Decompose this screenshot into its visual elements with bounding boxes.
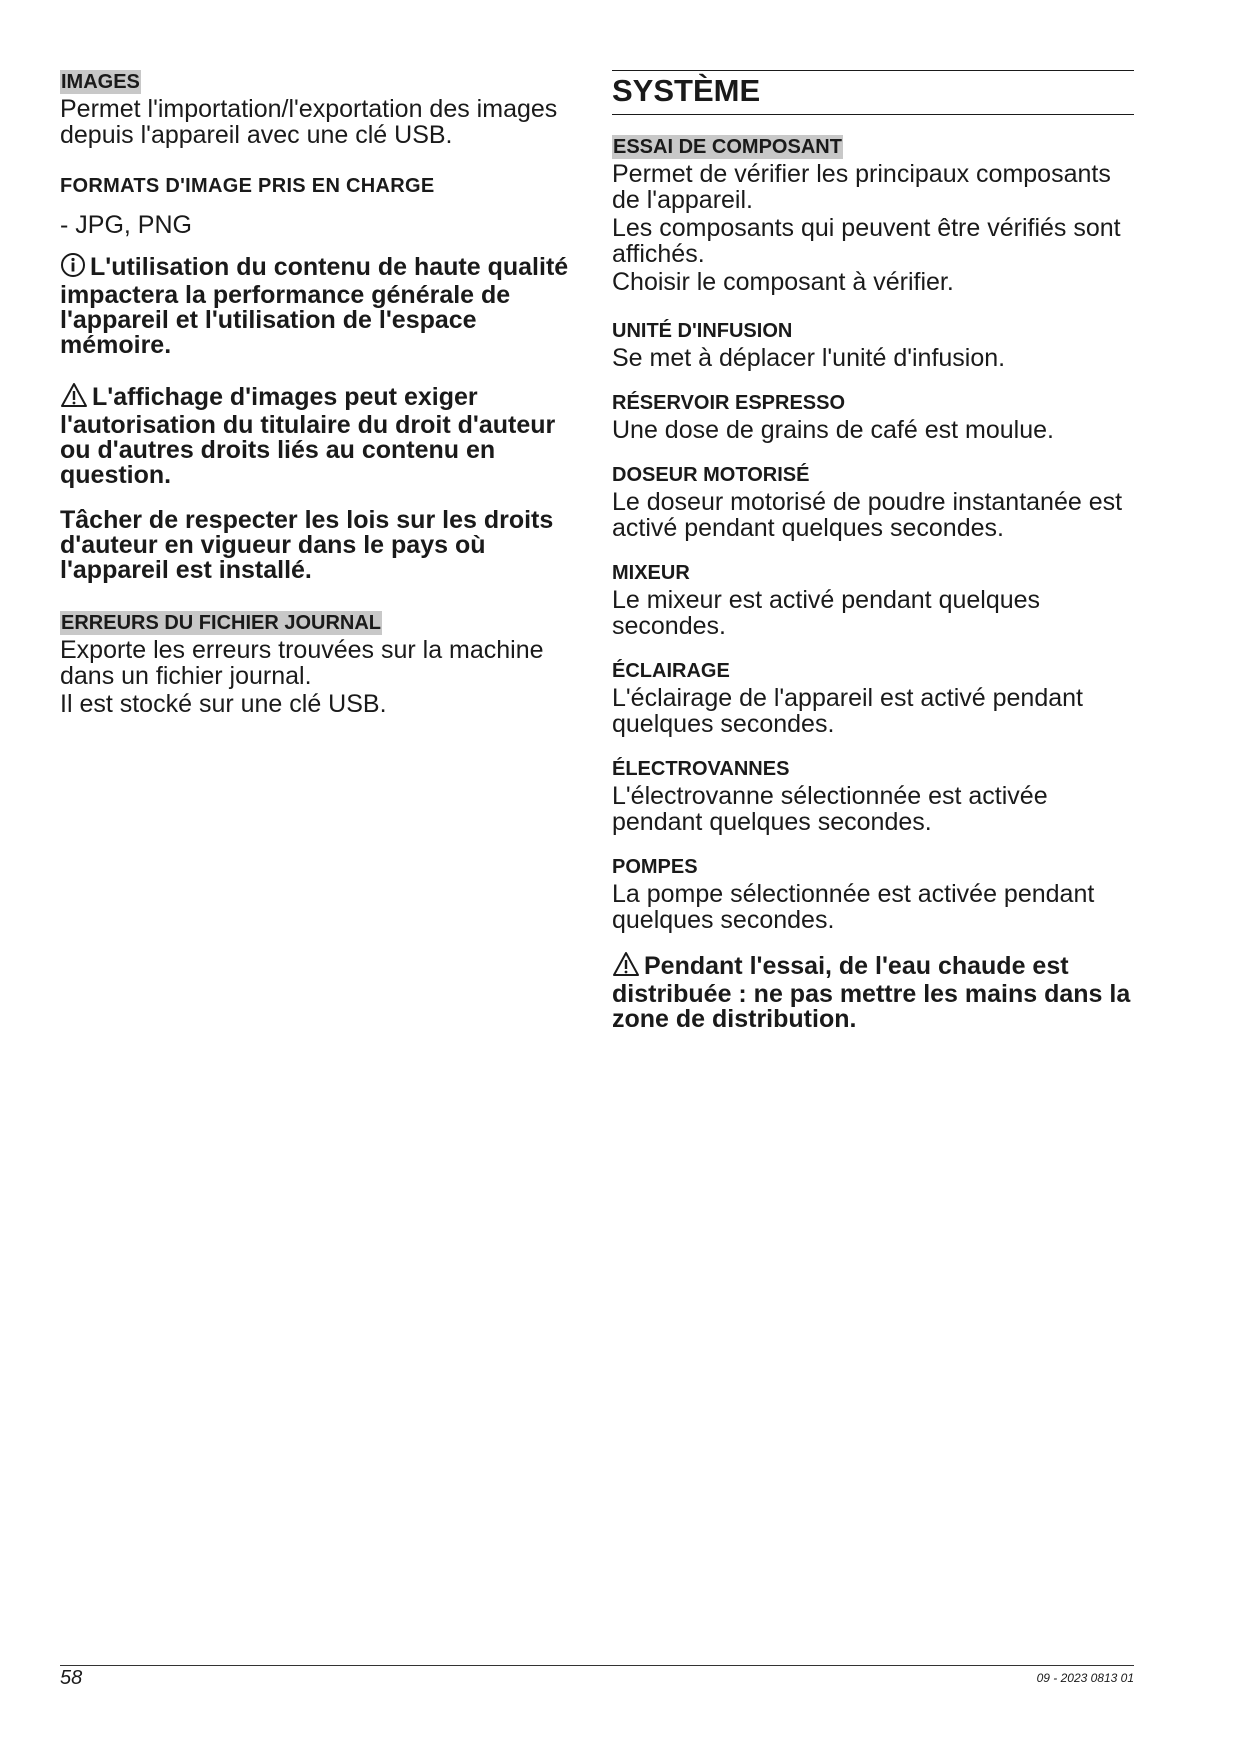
formats-list: - JPG, PNG (60, 211, 192, 239)
log-description-2: Il est stocké sur une clé USB. (60, 690, 387, 718)
item-heading: DOSEUR MOTORISÉ (612, 464, 810, 486)
warning-icon (612, 951, 640, 982)
info-note-text: L'utilisation du contenu de haute qualité impactera la performance générale de l'appareil et l'utilisation de l'espace mémoire. (60, 253, 569, 359)
item-text: L'électrovanne sélectionnée est activée pendant quelques secondes. (612, 782, 1048, 836)
item-text: La pompe sélectionnée est activée pendant quelques secondes. (612, 880, 1095, 934)
warning-icon (60, 382, 88, 413)
section-title: SYSTÈME (612, 73, 761, 108)
log-heading: ERREURS DU FICHIER JOURNAL (61, 612, 382, 634)
test-description-1: Permet de vérifier les principaux composants de l'appareil. (612, 160, 1111, 214)
formats-heading: FORMATS D'IMAGE PRIS EN CHARGE (60, 175, 435, 197)
test-description-2: Les composants qui peuvent être vérifiés sont affichés. (612, 214, 1121, 268)
item-heading: ÉCLAIRAGE (612, 660, 730, 682)
right-column (612, 70, 1134, 1032)
images-heading: IMAGES (61, 71, 140, 93)
item-text: L'éclairage de l'appareil est activé pendant quelques secondes. (612, 684, 1083, 738)
law-note: Tâcher de respecter les lois sur les droits d'auteur en vigueur dans le pays où l'appareil est installé. (60, 506, 554, 584)
info-note (60, 252, 590, 358)
test-description-3: Choisir le composant à vérifier. (612, 268, 954, 296)
warning-note-left (60, 382, 590, 488)
item-text: Le mixeur est activé pendant quelques secondes. (612, 586, 1041, 640)
page-number: 58 (60, 1667, 83, 1689)
section-title-block (612, 70, 1134, 115)
item-text: Le doseur motorisé de poudre instantanée est activé pendant quelques secondes. (612, 488, 1123, 542)
item-heading: ÉLECTROVANNES (612, 758, 790, 780)
item-heading: UNITÉ D'INFUSION (612, 320, 793, 342)
item-heading: RÉSERVOIR ESPRESSO (612, 392, 846, 414)
warning-note-right-text: Pendant l'essai, de l'eau chaude est distribuée : ne pas mettre les mains dans la zone de distribution. (612, 952, 1131, 1033)
log-description-1: Exporte les erreurs trouvées sur la machine dans un fichier journal. (60, 636, 544, 690)
item-text: Se met à déplacer l'unité d'infusion. (612, 344, 1006, 372)
info-icon (60, 252, 86, 283)
images-description: Permet l'importation/l'exportation des images depuis l'appareil avec une clé USB. (60, 95, 558, 149)
document-code: 09 - 2023 0813 01 (1036, 1671, 1134, 1685)
left-column (60, 70, 590, 717)
test-heading: ESSAI DE COMPOSANT (613, 136, 842, 158)
footer-rule (60, 1665, 1134, 1666)
warning-note-left-text: L'affichage d'images peut exiger l'autorisation du titulaire du droit d'auteur ou d'autres droits liés au contenu en question. (60, 383, 556, 489)
warning-note-right (612, 951, 1134, 1032)
item-heading: MIXEUR (612, 562, 690, 584)
item-heading: POMPES (612, 856, 698, 878)
item-text: Une dose de grains de café est moulue. (612, 416, 1054, 444)
